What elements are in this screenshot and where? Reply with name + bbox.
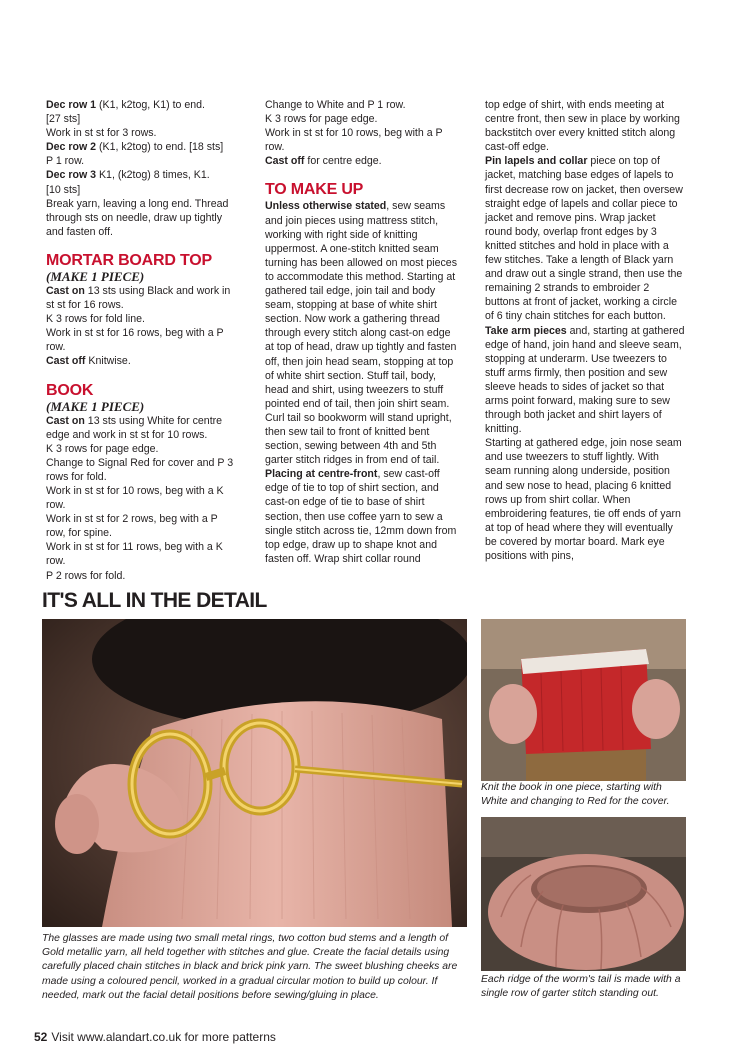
detail-section-title: IT'S ALL IN THE DETAIL xyxy=(42,589,267,612)
instruction-line: P 1 row. xyxy=(46,155,85,168)
instruction-line: Work in st st for 11 rows, beg with a K row. xyxy=(46,541,223,568)
instruction-line: [10 sts] xyxy=(46,183,81,196)
book-heading: BOOK xyxy=(46,381,94,399)
instruction-line: Unless otherwise stated, sew seams and join pieces using mattress stitch, working with right side of knitting uppermost. A one-stitch knitted seam turning has been allowed on most pieces to accommodate this method. Starting at gathered tail edge, join tail and body seam, stopping at base of white shirt section. Now work a gathering thread through every stitch along cast-on edge at top of head, draw up tightly and fasten off, then join head seam, stopping at top of white shirt section. Stuff tail, body, head and shirt, using tweezers to stuff pointed end of tail, then join shirt seam. Curl tail so bookworm will stand upright, then sew tail to front of knitted bent section, sewing between 4th and 5th garter stitch ridges in from end of tail. xyxy=(265,200,457,467)
instruction-line: Work in st st for 2 rows, beg with a P row, for spine. xyxy=(46,513,218,540)
instruction-line: Work in st st for 10 rows, beg with a P row. xyxy=(265,127,443,154)
column-1 xyxy=(46,98,238,583)
instruction-line: Work in st st for 10 rows, beg with a K row. xyxy=(46,484,224,512)
instruction-lead: Cast on xyxy=(46,414,85,427)
instruction-line: Cast off for centre edge. xyxy=(265,155,382,168)
instruction-lead: Unless otherwise stated xyxy=(265,200,387,213)
glasses-caption: The glasses are made using two small metal rings, two cotton bud stems and a length of Gold metallic yarn, all held together with stitches and glue. Create the facial details using carefully placed chain stitches in black and brick pink yarn. The sweet blushing cheeks are made using a coloured pencil, worked in a gradual circular motion to build up colour. If needed, mark out the facial detail positions before sewing/gluing in place. xyxy=(42,933,458,1001)
instruction-line: Cast on 13 sts using White for centre edge and work in st st for 10 rows. xyxy=(46,414,223,441)
instruction-line: Work in st st for 16 rows, beg with a P row. xyxy=(46,327,224,354)
make-up-instructions xyxy=(265,199,458,565)
book-instructions-continued xyxy=(265,98,458,168)
book-subheading: (MAKE 1 PIECE) xyxy=(46,398,145,414)
instruction-line: Change to White and P 1 row. xyxy=(265,99,406,111)
mortar-board-instructions xyxy=(46,284,238,369)
page-number: 52 xyxy=(34,1030,48,1044)
make-up-instructions-continued xyxy=(485,98,685,563)
book-instructions xyxy=(46,414,238,583)
instruction-line: Take arm pieces and, starting at gathered edge of hand, join hand and sleeve seam, stopping at underarm. Use tweezers to stuff arms firmly, then position and sew sleeve heads to sides of jacket so that arms point forward, making sure to sew through both jacket and shirt layers of knitting. xyxy=(485,324,685,436)
instruction-line: Work in st st for 3 rows. xyxy=(46,127,157,140)
instruction-lead: Cast on xyxy=(46,284,85,297)
instruction-lead: Cast off xyxy=(265,155,305,168)
mortar-board-heading: MORTAR BOARD TOP xyxy=(46,251,212,269)
instruction-line: Break yarn, leaving a long end. Thread through sts on needle, draw up tightly and fasten off. xyxy=(46,197,229,238)
make-up-heading: TO MAKE UP xyxy=(265,181,364,199)
book-photo xyxy=(481,619,686,781)
instruction-line: Starting at gathered edge, join nose seam and use tweezers to stuff lightly. With seam running along underside, position and sew nose to head, placing 6 knitted rows up from shirt collar. When embroidering features, tie off ends of yarn at top of head where they will eventually be covered by mortar board. Mark eye positions with pins, xyxy=(485,437,682,562)
glasses-photo xyxy=(42,619,467,927)
instruction-line: Placing at centre-front, sew cast-off edge of tie to top of shirt section, and cast-on edge of tie to base of shirt section, then use coffee yarn to sew a single stitch across tie, 12mm down from top edge, draw up to shape knot and fasten off. Wrap shirt collar round xyxy=(265,468,457,565)
instruction-line: K 3 rows for page edge. xyxy=(46,442,159,455)
instruction-lead: Take arm pieces xyxy=(485,324,567,337)
instruction-lead: Dec row 3 xyxy=(46,169,97,182)
instruction-line: Cast on 13 sts using Black and work in st st for 16 rows. xyxy=(46,284,231,312)
instruction-lead: Cast off xyxy=(46,355,86,368)
instruction-lead: Dec row 1 xyxy=(46,99,97,111)
decrease-rows xyxy=(46,98,238,239)
instruction-line: Dec row 3 K1, (k2tog) 8 times, K1. xyxy=(46,169,210,182)
tail-caption: Each ridge of the worm's tail is made with a single row of garter stitch standing out. xyxy=(481,974,681,1000)
instruction-line: [27 sts] xyxy=(46,113,81,126)
page-footer xyxy=(34,1030,276,1044)
instruction-line: K 3 rows for page edge. xyxy=(265,113,378,126)
instruction-lead: Pin lapels and collar xyxy=(485,155,588,168)
instruction-lead: Placing at centre-front xyxy=(265,468,378,481)
instruction-line: Cast off Knitwise. xyxy=(46,355,131,368)
tail-photo xyxy=(481,817,686,971)
book-caption: Knit the book in one piece, starting with White and changing to Red for the cover. xyxy=(481,782,670,808)
instruction-line: Pin lapels and collar piece on top of jacket, matching base edges of lapels to first decrease row on jacket, then oversew straight edge of lapels and collar piece to jacket and remove pins. Wrap jacket round body, overlap front edges by 3 knitted stitches and hold in place with a few stitches. Take a length of Black yarn and draw out a single strand, then use the remaining 2 strands to embroider 2 buttons at front of jacket, working a circle of 6 tiny chain stitches for each button. xyxy=(485,155,683,323)
instruction-line: Change to Signal Red for cover and P 3 rows for fold. xyxy=(46,456,234,483)
instruction-line: P 2 rows for fold. xyxy=(46,569,126,582)
instruction-line: top edge of shirt, with ends meeting at centre front, then sew in place by working backstitch over every knitted stitch along cast-off edge. xyxy=(485,99,680,154)
instruction-line: K 3 rows for fold line. xyxy=(46,313,145,326)
instruction-line: Dec row 1 (K1, k2tog, K1) to end. xyxy=(46,99,205,111)
column-2 xyxy=(265,98,458,566)
footer-text: Visit www.alandart.co.uk for more patterns xyxy=(51,1030,276,1044)
instruction-line: Dec row 2 (K1, k2tog) to end. [18 sts] xyxy=(46,141,224,154)
instruction-lead: Dec row 2 xyxy=(46,141,97,154)
column-3 xyxy=(485,98,685,563)
mortar-board-subheading: (MAKE 1 PIECE) xyxy=(46,268,145,284)
